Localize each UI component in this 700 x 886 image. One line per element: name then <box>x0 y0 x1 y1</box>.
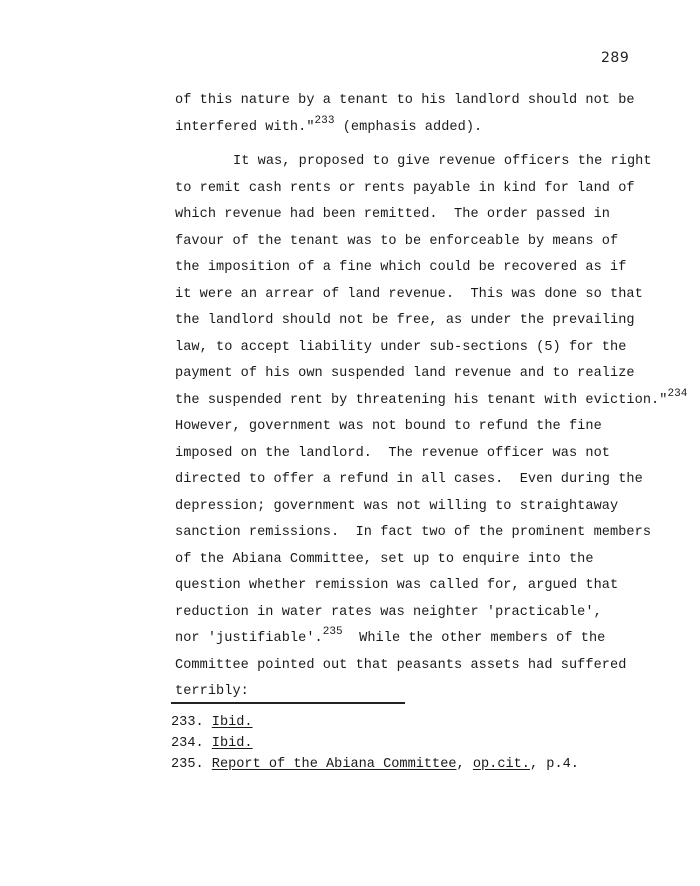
text-line <box>175 88 695 115</box>
text-line <box>175 600 695 627</box>
line-text: sanction remissions. In fact two of the prominent members <box>175 525 652 540</box>
line-text: depression; government was not willing to straightaway <box>175 498 619 514</box>
footnotes <box>171 712 579 775</box>
footnote-number: 235. <box>171 757 212 772</box>
text-line <box>175 626 695 653</box>
text-line <box>175 494 695 521</box>
line-text: the suspended rent by threatening his tenant with eviction." <box>175 392 668 408</box>
text-line <box>175 229 695 256</box>
text-line <box>175 255 695 282</box>
text-line <box>175 547 695 574</box>
footnote-number: 233. <box>171 715 212 730</box>
line-text: reduction in water rates was neighter 'practicable', <box>175 604 602 620</box>
line-text: interfered with." <box>175 119 315 135</box>
text-line <box>175 361 695 388</box>
page-number: 289 <box>601 50 630 66</box>
text-line <box>175 282 695 309</box>
line-text: favour of the tenant was to be enforceable by means of <box>175 233 619 249</box>
text-line <box>175 149 695 176</box>
body-text <box>175 88 695 706</box>
line-text: question whether remission was called for, argued that <box>175 578 619 593</box>
footnote-reference: 235 <box>322 626 343 638</box>
line-text: Committee pointed out that peasants assets had suffered <box>175 657 627 673</box>
text-line <box>175 441 695 468</box>
footnote-reference: 234 <box>667 387 688 400</box>
line-text: It was, proposed to give revenue officers the right <box>233 154 652 169</box>
footnote-number: 234. <box>171 736 212 751</box>
text-line <box>175 388 695 415</box>
line-text: the imposition of a fine which could be recovered as if <box>175 260 627 275</box>
footnote-text: , <box>456 757 473 772</box>
line-text: payment of his own suspended land revenue and to realize <box>175 366 635 381</box>
line-text: of this nature by a tenant to his landlord should not be <box>175 93 635 108</box>
line-text: law, to accept liability under sub-sections (5) for the <box>175 339 627 355</box>
line-text: which revenue had been remitted. The order passed in <box>175 207 611 222</box>
line-text-after: While the other members of the <box>342 631 606 646</box>
text-line <box>175 115 695 142</box>
footnote-text: , p.4. <box>529 757 579 772</box>
text-line <box>175 467 695 494</box>
text-line <box>175 308 695 335</box>
line-text: to remit cash rents or rents payable in kind for land of <box>175 180 635 196</box>
line-text: imposed on the landlord. The revenue officer was not <box>175 445 611 461</box>
line-text: terribly: <box>175 684 249 699</box>
text-line <box>175 202 695 229</box>
line-text: it were an arrear of land revenue. This was done so that <box>175 286 643 302</box>
line-text: of the Abiana Committee, set up to enquire into the <box>175 551 594 567</box>
footnote-text: Ibid. <box>211 715 253 730</box>
text-line <box>175 520 695 547</box>
text-line <box>175 653 695 680</box>
footnote-rule <box>171 702 405 704</box>
text-line <box>175 573 695 600</box>
line-text: nor 'justifiable'. <box>175 631 323 646</box>
text-line <box>175 335 695 362</box>
footnote <box>171 754 579 775</box>
footnote-text: op.cit. <box>472 757 530 772</box>
footnote <box>171 712 579 733</box>
text-line <box>175 414 695 441</box>
line-text: the landlord should not be free, as under the prevailing <box>175 313 635 328</box>
line-text: directed to offer a refund in all cases. Even during the <box>175 472 643 487</box>
line-text-after: (emphasis added). <box>334 119 483 135</box>
footnote-text: Report of the Abiana Committee <box>211 757 457 772</box>
footnote <box>171 733 579 754</box>
text-line <box>175 176 695 203</box>
line-text: However, government was not bound to refund the fine <box>175 419 602 434</box>
footnote-reference: 233 <box>314 114 335 127</box>
footnote-text: Ibid. <box>211 736 253 751</box>
